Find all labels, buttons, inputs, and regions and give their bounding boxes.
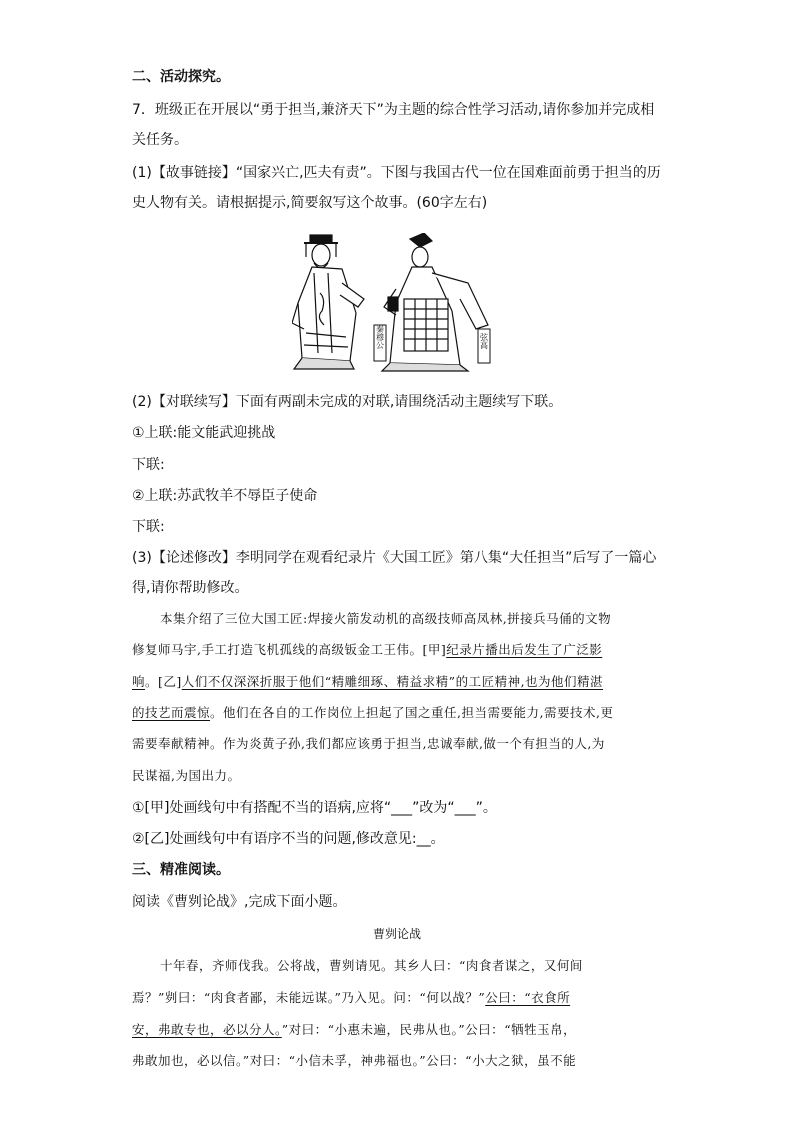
figure-label-right: 弦高: [479, 333, 489, 349]
part-3-line-1: (3)【论述修改】李明同学在观看纪录片《大国工匠》第八集“大任担当”后写了一篇心: [132, 550, 657, 566]
couplet-1-upper: ①上联:能文能武迎挑战: [132, 425, 276, 441]
passage-line-2: [132, 988, 662, 1006]
question-7-line-2: 关任务。: [132, 132, 188, 148]
part-3-line-2: 得,请你帮助修改。: [132, 580, 249, 596]
historical-figures-illustration: [292, 233, 522, 373]
passage-line-3: [132, 1020, 662, 1038]
essay-line-3: [132, 672, 662, 690]
passage-title: 曹刿论战: [372, 927, 421, 941]
passage-line-1: 十年春，齐师伐我。公将战，曹刿请见。其乡人曰：“肉食者谋之，又何间: [160, 958, 583, 973]
passage-line-2-text: 焉？”刿曰：“肉食者鄙，未能远谋。”乃入见。问：“何以战？”: [132, 990, 486, 1005]
part-1-line-1: (1)【故事链接】“国家兴亡,匹夫有责”。下图与我国古代一位在国难面前勇于担当的历: [132, 165, 661, 181]
section-heading-reading: 三、精准阅读。: [132, 862, 230, 878]
figure-label-left: 秦穆公: [375, 325, 385, 349]
essay-underline-yi-end: 的技艺而震惊: [132, 705, 211, 720]
passage-line-3-text: ”对曰：“小惠未遍，民弗从也。”公曰：“牺牲玉帛，: [281, 1022, 577, 1037]
section-heading-activity: 二、活动探究。: [132, 69, 230, 85]
fix-item-2: ②[乙]处画线句中有语序不当的问题,修改意见:__。: [132, 831, 445, 847]
essay-line-6: 民谋福,为国出力。: [132, 768, 241, 783]
essay-line-4-text: 。他们在各自的工作岗位上担起了国之重任,担当需要能力,需要技术,更: [210, 705, 614, 720]
essay-line-1: 本集介绍了三位大国工匠:焊接火箭发动机的高级技师高凤林,拼接兵马俑的文物: [160, 611, 612, 626]
essay-yi-marker: 。[乙]: [145, 674, 182, 689]
couplet-2-lower: 下联:: [132, 519, 165, 535]
couplet-1-lower: 下联:: [132, 457, 165, 473]
essay-underline-jia-end: 响: [132, 674, 146, 689]
essay-underline-yi: 人们不仅深深折服于他们“精雕细琢、精益求精”的工匠精神,也为他们精湛: [181, 674, 604, 689]
essay-underline-jia: 纪录片播出后发生了广泛影: [446, 642, 603, 657]
question-7-line-1: 7．班级正在开展以“勇于担当,兼济天下”为主题的综合性学习活动,请你参加并完成相: [132, 102, 655, 118]
passage-underline-a: 公曰：“衣食所: [485, 990, 571, 1005]
essay-line-5: 需要奉献精神。作为炎黄子孙,我们都应该勇于担当,忠诚奉献,做一个有担当的人,为: [132, 736, 605, 751]
reading-intro: 阅读《曹刿论战》,完成下面小题。: [132, 894, 347, 910]
couplet-2-upper: ②上联:苏武牧羊不辱臣子使命: [132, 488, 318, 504]
essay-line-2: [132, 640, 662, 658]
part-2-line: (2)【对联续写】下面有两副未完成的对联,请围绕活动主题续写下联。: [132, 394, 563, 410]
part-1-line-2: 史人物有关。请根据提示,简要叙写这个故事。(60字左右): [132, 195, 488, 211]
passage-line-4: 弗敢加也，必以信。”对曰：“小信未孚，神弗福也。”公曰：“小大之狱，虽不能: [132, 1053, 577, 1068]
essay-line-2-text: 修复师马宇,手工打造飞机孤线的高级钣金工王伟。[甲]: [132, 642, 447, 657]
essay-line-4: [132, 703, 662, 721]
fix-item-1: ①[甲]处画线句中有搭配不当的语病,应将“___”改为“___”。: [132, 800, 497, 816]
passage-underline-b: 安，弗敢专也，必以分人。: [132, 1022, 282, 1037]
